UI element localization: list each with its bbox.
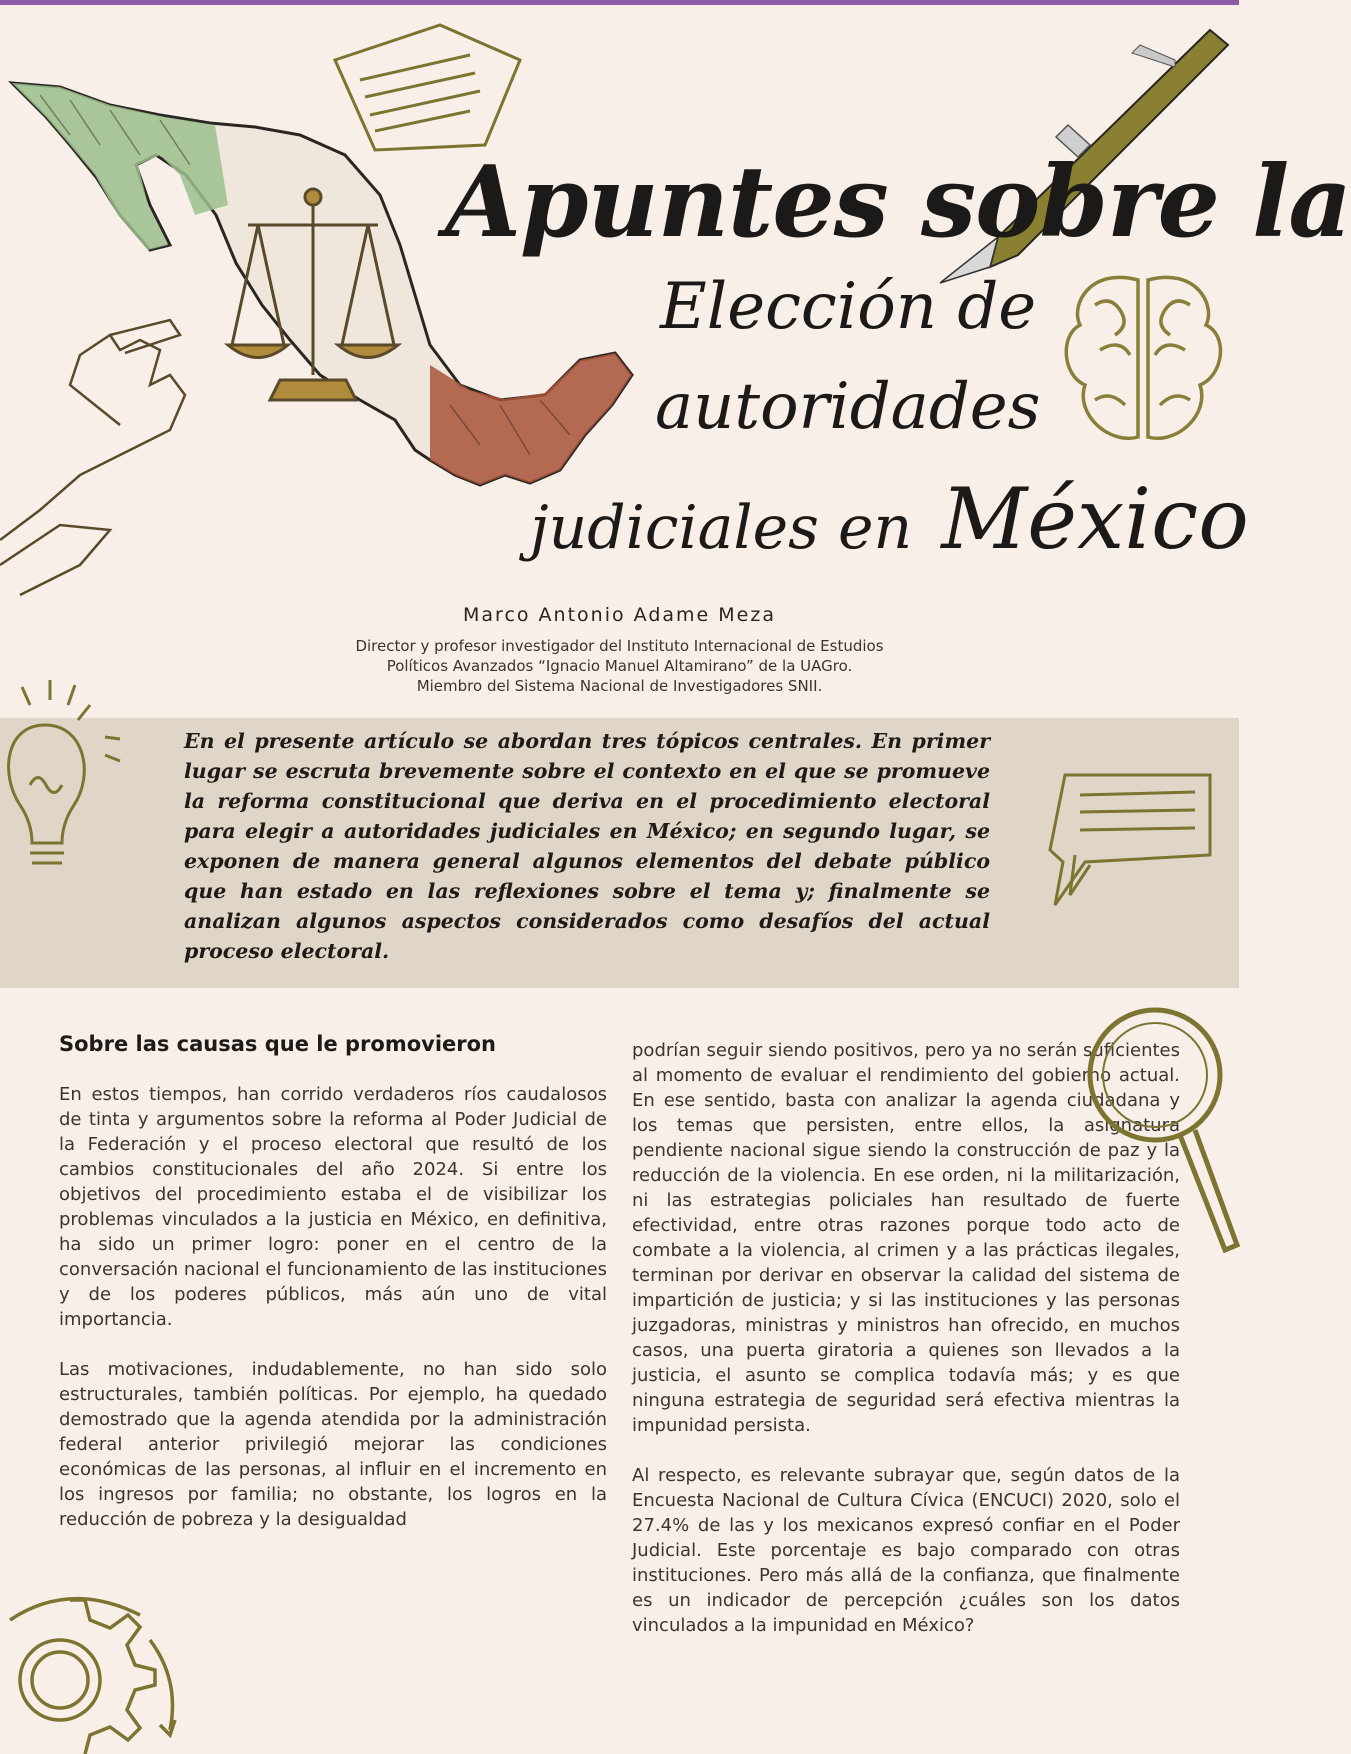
author-name: Marco Antonio Adame Meza bbox=[463, 604, 776, 626]
brain-icon bbox=[1066, 277, 1220, 438]
article-title-line-4a: judiciales en bbox=[530, 493, 913, 563]
section-heading: Sobre las causas que le promovieron bbox=[59, 1032, 497, 1056]
affiliation-line-2: Políticos Avanzados “Ignacio Manuel Altamirano” de la UAGro. bbox=[386, 657, 853, 675]
body-paragraph-4: Al respecto, es relevante subrayar que, según datos de la Encuesta Nacional de Cultura Cívica (ENCUCI) 2020, solo el 27.4% de las y los mexicanos expresó confiar en el Poder Judicial. Este porcentaje es bajo comparado con otras instituciones. Pero más allá de la confianza, que finalmente es un indicador de percepción ¿cuáles son los datos vinculados a la impunidad en México? bbox=[632, 1465, 1180, 1636]
document-icon bbox=[335, 25, 520, 150]
body-paragraph-1: En estos tiempos, han corrido verdaderos ríos caudalosos de tinta y argumentos sobre la reforma al Poder Judicial de la Federación y el proceso electoral que resultó de los cambios constitucionales del año 2024. Si entre los objetivos del procedimiento estaba el de visibilizar los problemas vinculados a la justicia en México, en definitiva, ha sido un primer logro: poner en el centro de la conversación nacional el funcionamiento de las instituciones y de los poderes públicos, más aún uno de vital importancia. bbox=[59, 1084, 607, 1330]
affiliation-line-3: Miembro del Sistema Nacional de Investigadores SNII. bbox=[416, 677, 823, 695]
article-title-line-1: Apuntes sobre la bbox=[445, 145, 1351, 260]
mexico-map-icon bbox=[12, 83, 632, 485]
gear-icon bbox=[0, 1560, 200, 1754]
pointing-hand-icon bbox=[0, 320, 185, 595]
abstract-text: En el presente artículo se abordan tres tópicos centrales. En primer lugar se escruta brevemente sobre el contexto en el que se promueve la reforma constitucional que deriva en el procedimiento electoral para elegir a autoridades judiciales en México; en segundo lugar, se exponen de manera general algunos elementos del debate público que han estado en las reflexiones sobre el tema y; finalmente se analizan algunos aspectos considerados como desafíos del actual proceso electoral. bbox=[184, 729, 990, 963]
article-title-line-3: autoridades bbox=[655, 370, 1041, 444]
lightbulb-icon bbox=[0, 665, 130, 885]
affiliation-line-1: Director y profesor investigador del Instituto Internacional de Estudios bbox=[355, 637, 884, 655]
author-affiliation bbox=[0, 636, 1239, 696]
body-paragraph-3: podrían seguir siendo positivos, pero ya no serán suficientes al momento de evaluar el rendimiento del gobierno actual. En ese sentido, basta con analizar la agenda ciudadana y los temas que persisten, entre ellos, la asignatura pendiente nacional sigue siendo la construcción de paz y la reducción de la violencia. En ese orden, ni la militarización, ni las estrategias policiales han resultado de fuerte efectividad, entre otras razones porque todo acto de combate a la violencia, al crimen y a las prácticas ilegales, terminan por derivar en observar la calidad del sistema de impartición de justicia; y si las instituciones y las personas juzgadoras, ministras y ministros han ofrecido, en muchos casos, una puerta giratoria a quienes son llevados a la justicia, el asunto se complica todavía más; y es que ninguna estrategia de seguridad será efectiva mientras la impunidad persista. bbox=[632, 1040, 1180, 1436]
article-title-line-4 bbox=[530, 470, 1249, 568]
body-left-column bbox=[59, 1030, 607, 1557]
magnifying-glass-icon bbox=[1075, 1000, 1239, 1275]
body-paragraph-2: Las motivaciones, indudablemente, no han sido solo estructurales, también políticas. Por ejemplo, ha quedado demostrado que la agenda atendida por la administración federal anterior privilegió mejorar las condiciones económicas de las personas, al influir en el incremento en los ingresos por familia; no obstante, los logros en la reducción de pobreza y la desigualdad bbox=[59, 1359, 607, 1530]
article-title-line-2: Elección de bbox=[660, 270, 1037, 344]
speech-bubble-icon bbox=[1045, 770, 1220, 920]
article-title-line-4b: México bbox=[941, 470, 1249, 568]
